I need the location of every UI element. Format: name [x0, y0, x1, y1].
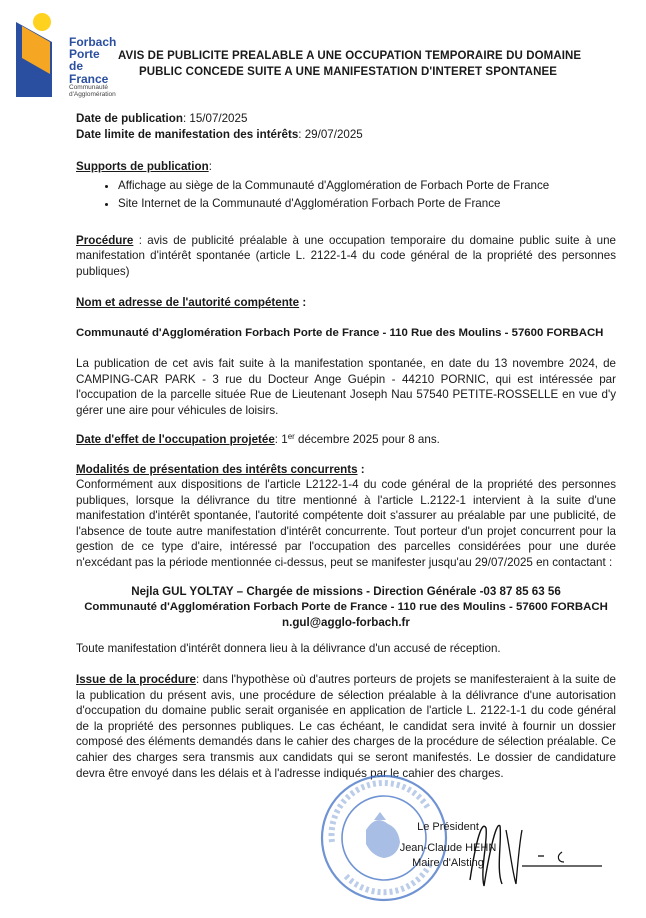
supports-heading [76, 159, 616, 175]
effect-date-heading: Date d'effet de l'occupation projetée [76, 433, 275, 447]
document-title [118, 49, 582, 80]
effect-date [76, 432, 616, 448]
issue-paragraph [76, 672, 616, 781]
publication-date-label: Date de publication [76, 112, 183, 125]
logo [12, 12, 122, 102]
deadline-date-value: : 29/07/2025 [298, 127, 363, 141]
signatory-role: Le Président [417, 821, 479, 833]
authority-heading [76, 295, 616, 311]
authority-heading-colon: : [299, 296, 307, 310]
contact-line-1: Nejla GUL YOLTAY – Chargée de missions - Direction Générale -03 87 85 63 56 [131, 585, 561, 599]
logo-line-2: Porte [69, 47, 100, 62]
signatory-name: Jean-Claude HEHN [399, 841, 497, 854]
effect-date-rest: décembre 2025 pour 8 ans. [294, 433, 440, 447]
supports-item: • Affichage au siège de la Communauté d'Agglomération de Forbach Porte de France [118, 178, 616, 194]
title-line-2: PUBLIC CONCEDE SUITE A UNE MANIFESTATION D'INTERET SPONTANEE [138, 65, 558, 78]
publication-date-value: : 15/07/2025 [182, 112, 248, 125]
publication-paragraph: La publication de cet avis fait suite à la manifestation spontanée, en date du 13 novembre 2024, de CAMPING-CAR PARK - 3 rue du Docteur Ange Guépin - 44210 PORNIC, qui est intéressée par l'occupation de la parcelle située Rue de Lieutenant Joseph Nau 57540 PETITE-ROSSELLE en vue d'y gérer une aire pour véhicules de loisirs. [76, 357, 616, 417]
modalities-heading-colon: : [357, 462, 365, 476]
logo-line-3: de France [69, 59, 109, 86]
supports-heading-colon: : [208, 160, 212, 174]
title-line-1: AVIS DE PUBLICITE PREALABLE A UNE OCCUPATION TEMPORAIRE DU DOMAINE [118, 50, 582, 62]
logo-line-5: d'Agglomération [69, 90, 116, 98]
contact-block [76, 584, 616, 630]
supports-item: • Site Internet de la Communauté d'Agglomération Forbach Porte de France [118, 196, 616, 212]
signature-block [393, 820, 503, 871]
authority-heading-label: Nom et adresse de l'autorité compétente [76, 296, 300, 310]
deadline-date [76, 127, 616, 143]
contact-email[interactable]: n.gul@agglo-forbach.fr [282, 616, 410, 630]
publication-date [76, 111, 616, 127]
effect-date-colon: : [274, 433, 282, 447]
modalities-heading [76, 462, 616, 478]
logo-text [69, 36, 122, 98]
contact-line-2: Communauté d'Agglomération Forbach Porte de France - 110 rue des Moulins - 57600 FORBACH [84, 600, 608, 613]
issue-heading: Issue de la procédure [76, 673, 196, 687]
receipt-paragraph: Toute manifestation d'intérêt donnera lieu à la délivrance d'un accusé de réception. [76, 641, 501, 655]
modalities-heading-label: Modalités de présentation des intérêts concurrents [76, 462, 358, 476]
deadline-date-label: Date limite de manifestation des intérêts [76, 127, 299, 141]
document-body [76, 111, 616, 781]
effect-date-sup: er [287, 432, 295, 442]
supports-list [76, 178, 616, 212]
procedure-heading: Procédure [76, 233, 134, 247]
issue-text: : dans l'hypothèse où d'autres porteurs de projets se manifesteraient à la suite de la publication du présent avis, une procédure de sélection préalable à la délivrance d'une autorisation d'occupation du domaine public serait organisée en application de l'article L. 2122-1-1 du code général de la propriété des personnes publiques. Le cas échéant, le candidat sera invité à fournir un dossier composé des éléments demandés dans le cahier des charges de la procédure de sélection préalable. Ce cahier des charges sera transmis aux candidats qui se seront manifestés. Le dossier de candidature devra être envoyé dans les délais et à l'adresse indiqués par le cahier des charges. [76, 673, 616, 780]
logo-line-1: Forbach [69, 35, 117, 49]
signatory-title: Maire d'Alsting [412, 856, 484, 869]
modalities-paragraph: Conformément aux dispositions de l'article L2122-1-4 du code général de la propriété des personnes publiques, lorsque la délivrance du titre mentionné à l'article L.2122-1 intervient à la suite d'une manifestation d'intérêt spontanée, l'autorité compétente doit s'assurer au préalable par une publicité, de l'absence de toute autre manifestation d'intérêt concurrente. Tout porteur d'un projet concurrent pour la gestion de ce type d'aire, intéressé par l'occupation des parcelles considérées pour une durée n'excédant pas la période mentionnée ci-dessus, peut se manifester jusqu'au 29/07/2025 en contactant : [76, 478, 616, 569]
logo-line-4: Communauté [69, 83, 109, 91]
procedure-text: : avis de publicité préalable à une occupation temporaire du domaine public suite à une manifestation d'intérêt spontanée (article L. 2122-1-4 du code général de la propriété des personnes publiques) [76, 233, 616, 278]
supports-heading-label: Supports de publication [76, 160, 209, 174]
authority-line: Communauté d'Agglomération Forbach Porte de France - 110 Rue des Moulins - 57600 FORBACH [76, 326, 604, 339]
effect-date-day: 1 [281, 433, 288, 447]
procedure-paragraph [76, 233, 616, 280]
